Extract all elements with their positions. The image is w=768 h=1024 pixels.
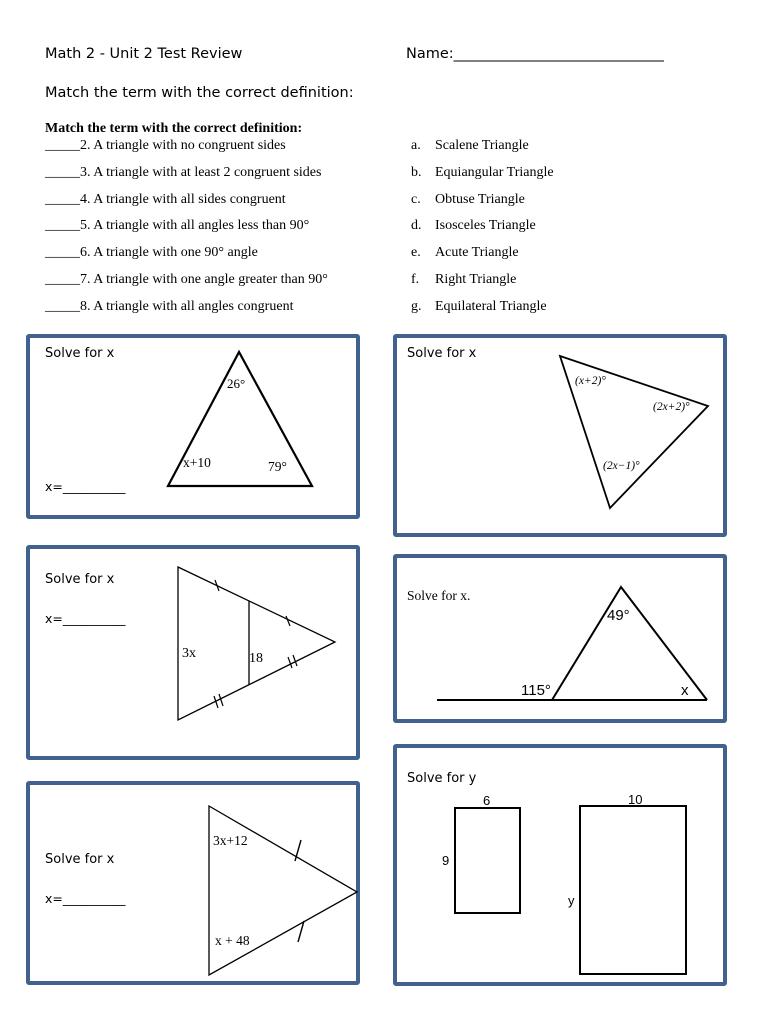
problem-4-angle-top: 49° [607, 607, 630, 624]
option-term: Obtuse Triangle [435, 192, 525, 207]
option-term: Equiangular Triangle [435, 165, 554, 180]
problem-4-box [393, 554, 727, 723]
matching-item[interactable]: _____7. A triangle with one angle greater than 90° [45, 272, 328, 287]
problem-6-small-height: 9 [442, 853, 450, 868]
problem-4-angle-x: x [681, 682, 689, 699]
problem-1-angle-top: 26° [227, 376, 246, 391]
problem-4-triangle [397, 558, 731, 727]
problem-2-triangle [397, 338, 731, 541]
instruction-heading: Match the term with the correct definition: [45, 85, 354, 101]
matching-item[interactable]: _____6. A triangle with one 90° angle [45, 245, 258, 260]
page-title: Math 2 - Unit 2 Test Review [45, 46, 243, 62]
problem-2-angle-right: (2x+2)° [653, 401, 690, 413]
problem-1-prompt: Solve for x [45, 346, 115, 361]
matching-heading: Match the term with the correct definition: [45, 121, 303, 136]
problem-5-side-bottom: x + 48 [215, 933, 250, 948]
name-field-label[interactable]: Name:_____________________________ [406, 46, 664, 62]
option-term: Right Triangle [435, 272, 517, 287]
option-letter: f. [411, 272, 420, 287]
matching-item[interactable]: _____5. A triangle with all angles less than 90° [45, 218, 310, 233]
problem-3-answer-blank[interactable]: x=__________ [45, 611, 126, 626]
problem-6-box [393, 744, 727, 986]
option-item [411, 245, 519, 261]
matching-item[interactable]: _____3. A triangle with at least 2 congruent sides [45, 165, 322, 180]
problem-4-prompt: Solve for x. [407, 588, 471, 603]
problem-6-small-width: 6 [483, 793, 491, 808]
problem-6-large-width: 10 [628, 792, 643, 807]
option-term: Scalene Triangle [435, 138, 529, 153]
option-item [411, 165, 554, 181]
matching-item[interactable]: _____2. A triangle with no congruent sides [45, 138, 286, 153]
problem-5-answer-blank[interactable]: x=__________ [45, 891, 126, 906]
problem-3-side-left: 3x [182, 646, 196, 661]
option-letter: d. [411, 218, 422, 233]
option-letter: b. [411, 165, 422, 180]
problem-6-prompt: Solve for y [407, 771, 477, 786]
option-item [411, 138, 529, 154]
option-item [411, 272, 516, 288]
option-term: Isosceles Triangle [435, 218, 536, 233]
option-letter: g. [411, 299, 422, 314]
problem-3-side-mid: 18 [249, 651, 263, 666]
problem-2-box [393, 334, 727, 537]
option-item [411, 192, 525, 208]
problem-2-prompt: Solve for x [407, 346, 477, 361]
problem-5-side-top: 3x+12 [213, 833, 248, 848]
option-term: Acute Triangle [435, 245, 519, 260]
option-letter: a. [411, 138, 421, 153]
problem-4-angle-exterior: 115° [521, 682, 551, 699]
matching-item[interactable]: _____8. A triangle with all angles congruent [45, 299, 294, 314]
problem-5-prompt: Solve for x [45, 852, 115, 867]
matching-item[interactable]: _____4. A triangle with all sides congruent [45, 192, 286, 207]
problem-1-angle-right: 79° [268, 459, 287, 474]
problem-1-triangle [30, 338, 364, 523]
problem-1-answer-blank[interactable]: x=__________ [45, 479, 126, 494]
option-term: Equilateral Triangle [435, 299, 547, 314]
problem-1-box [26, 334, 360, 519]
problem-5-triangle [30, 785, 364, 989]
option-letter: c. [411, 192, 421, 207]
problem-2-angle-bottom: (2x−1)° [603, 460, 640, 472]
option-item [411, 299, 547, 315]
problem-3-box [26, 545, 360, 760]
option-letter: e. [411, 245, 421, 260]
problem-6-large-height: y [568, 893, 575, 908]
problem-6-rectangles [397, 748, 731, 990]
problem-3-prompt: Solve for x [45, 572, 115, 587]
problem-5-box [26, 781, 360, 985]
problem-3-triangle [30, 549, 364, 764]
problem-2-angle-top: (x+2)° [575, 375, 606, 387]
option-item [411, 218, 536, 234]
problem-1-angle-left: x+10 [183, 455, 211, 470]
